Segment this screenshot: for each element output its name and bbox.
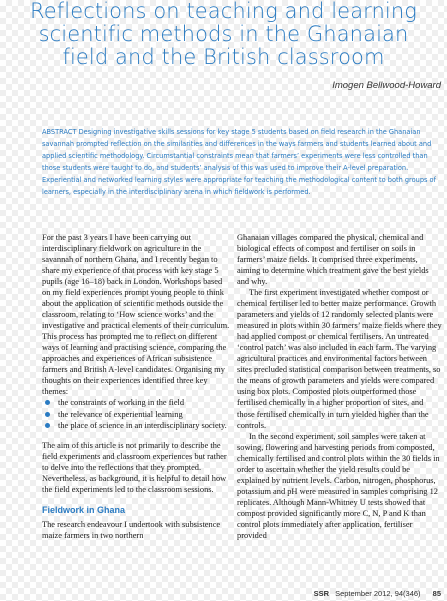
theme-item — [42, 420, 230, 431]
body-paragraph: The first experiment investigated whether compost or chemical fertiliser led to better maize performance. Growth parameters and yields of 12 randomly selected plants were measured in plots within 30 farmers’ maize fields where they had applied compost or chemical fertilisers. An untreated ‘control patch’ was also included in each farm. The varying agricultural practices and environmental factors between sites precluded statistical comparison between treatments, so the means of growth parameters and yields were compared using box plots. Composted plots outperformed those fertilised chemically in a higher proportion of sites, and those fertilised chemically in turn yielded higher than the controls. — [237, 288, 442, 430]
abstract — [42, 127, 440, 198]
left-column — [42, 232, 230, 541]
bullet-icon — [45, 400, 50, 405]
section-paragraph: The research endeavour I undertook with subsistence maize farmers in two northern — [42, 519, 221, 540]
footer-issue: September 2012, 94(346) — [335, 589, 421, 598]
right-column — [237, 232, 442, 541]
theme-item — [42, 397, 230, 408]
theme-item — [42, 409, 230, 420]
title-line: field and the British classroom — [62, 45, 385, 69]
intro-paragraph: For the past 3 years I have been carrying out interdisciplinary fieldwork on agriculture in the savannah of northern Ghana, and I recently began to share my experience of that process with key stage 5 pupils (age 16–18) back in London. Workshops based on my field experiences prompt young people to think about the application of scientific methods outside the classroom, relating to ‘How science works’ and the investigative and practical elements of their curriculum. This process has prompted me to reflect on different ways of learning and practising science, comparing the approaches and experiences of African subsistence farmers and British A-level candidates. Organising my thoughts on their experiences identified three key themes: — [42, 233, 230, 397]
theme-text: the constraints of working in the field — [58, 398, 185, 408]
section-heading: Fieldwork in Ghana — [42, 504, 126, 515]
body-paragraph: In the second experiment, soil samples were taken at sowing, flowering and harvesting periods from composted, chemically fertilised and control plots within the 30 fields in order to ascertain whether the yield results could be explained by nutrient levels. Carbon, nitrogen, phosphorus, potassium and pH were measured in samples comprising 12 replicates. Although Mann-Whitney U tests showed that compost provided significantly more C, N, P and K than control plots immediately after application, fertiliser provided — [237, 431, 440, 540]
theme-text: the place of science in an interdisciplinary society. — [58, 420, 227, 430]
page-number: 85 — [432, 589, 441, 598]
article-title — [0, 0, 447, 69]
title-line: Reflections on teaching and learning — [30, 0, 417, 23]
title-line: scientific methods in the Ghanaian — [38, 22, 409, 46]
theme-text: the relevance of experiential learning — [58, 409, 183, 419]
bullet-icon — [45, 423, 50, 428]
abstract-text: Designing investigative skills sessions for key stage 5 students based on field research in the Ghanaian savannah prompted reflection on the similarities and differences in the ways farmers and students learned about and applied scientific methodology. Circumstantial constraints mean that farmers’ experiments were less controlled than those students were taught to do, and students’ analysis of this was used to improve their A-level preparation. Experiential and networked learning styles were appropriate for teaching the methodological content to both groups of learners, especially in the interdisciplinary arena in which fieldwork is performed. — [42, 128, 436, 196]
aim-paragraph: The aim of this article is not primarily to describe the field experiments and classroom experiences but rather to delve into the reflections that they prompted. Nevertheless, as background, it is helpful to detail how the field experiments led to the classroom sessions. — [42, 440, 227, 494]
page-footer — [314, 589, 441, 598]
themes-list — [42, 397, 230, 430]
author-name: Imogen Bellwood-Howard — [332, 80, 441, 91]
body-paragraph: Ghanaian villages compared the physical, chemical and biological effects of compost and fertiliser on soils in farmers’ maize fields. It comprised three experiments, aiming to determine which treatment gave the best yields and why. — [237, 233, 429, 287]
journal-name: SSR — [313, 589, 329, 598]
abstract-label: ABSTRACT — [42, 128, 77, 136]
bullet-icon — [45, 412, 50, 417]
